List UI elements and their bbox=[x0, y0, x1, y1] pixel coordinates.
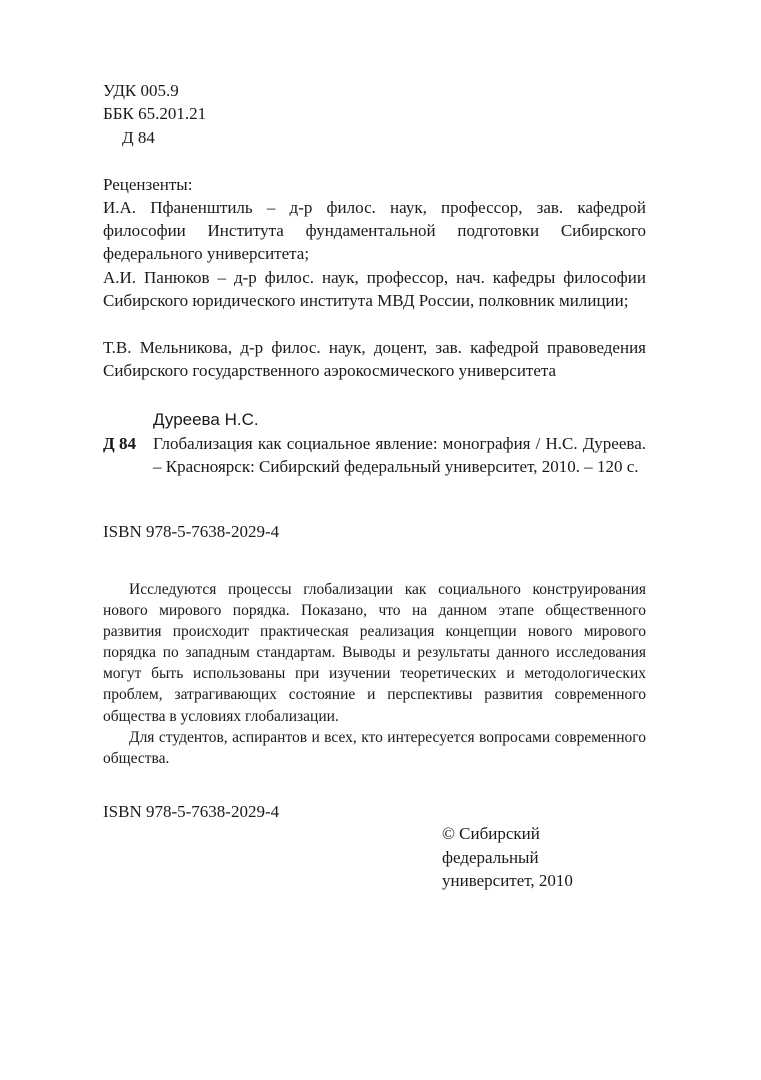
reviewer-3 bbox=[103, 336, 646, 382]
reviewer-1 bbox=[103, 196, 646, 266]
reviewer-2-text: А.И. Панюков – д-р филос. наук, профессор, нач. кафедры философии Сибирского юридического института МВД России, полковник милиции; bbox=[103, 268, 646, 311]
bib-author: Дуреева Н.С. bbox=[153, 410, 259, 429]
copyright-line-3: университет, 2010 bbox=[442, 871, 573, 890]
author-mark: Д 84 bbox=[122, 128, 155, 147]
bbk-code: ББК 65.201.21 bbox=[103, 104, 207, 123]
bib-description bbox=[153, 432, 646, 478]
annotation bbox=[103, 579, 646, 769]
bib-description-text: Глобализация как социальное явление: монография / Н.С. Дуреева. – Красноярск: Сибирский федеральный университет, 2010. – 120 с. bbox=[153, 434, 646, 476]
isbn-top: ISBN 978-5-7638-2029-4 bbox=[103, 522, 280, 541]
bib-label: Д 84 bbox=[103, 434, 136, 453]
udk-code: УДК 005.9 bbox=[103, 81, 179, 100]
copyright-block bbox=[442, 822, 573, 893]
reviewer-1-text: И.А. Пфаненштиль – д-р филос. наук, профессор, зав. кафедрой философии Института фундаментальной подготовки Сибирского федерального университета; bbox=[103, 198, 646, 264]
reviewers-heading: Рецензенты: bbox=[103, 175, 193, 194]
reviewer-3-text: Т.В. Мельникова, д-р филос. наук, доцент, зав. кафедрой правоведения Сибирского государственного аэрокосмического университета bbox=[103, 338, 646, 381]
isbn-bottom: ISBN 978-5-7638-2029-4 bbox=[103, 802, 280, 821]
copyright-line-1: © Сибирский bbox=[442, 824, 540, 843]
copyright-line-2: федеральный bbox=[442, 847, 539, 867]
annotation-paragraph-1: Исследуются процессы глобализации как социального конструирования нового мирового порядка. Показано, что на данном этапе общественного развития происходит практическая реализация концепции нового мирового порядка по западным стандартам. Выводы и результаты данного исследования могут быть использованы при изучении теоретических и методологических проблем, затрагивающих состояние и перспективы развития современного общества в условиях глобализации. bbox=[103, 581, 646, 725]
reviewer-2 bbox=[103, 266, 646, 312]
annotation-paragraph-2: Для студентов, аспирантов и всех, кто интересуется вопросами современного общества. bbox=[103, 728, 646, 767]
